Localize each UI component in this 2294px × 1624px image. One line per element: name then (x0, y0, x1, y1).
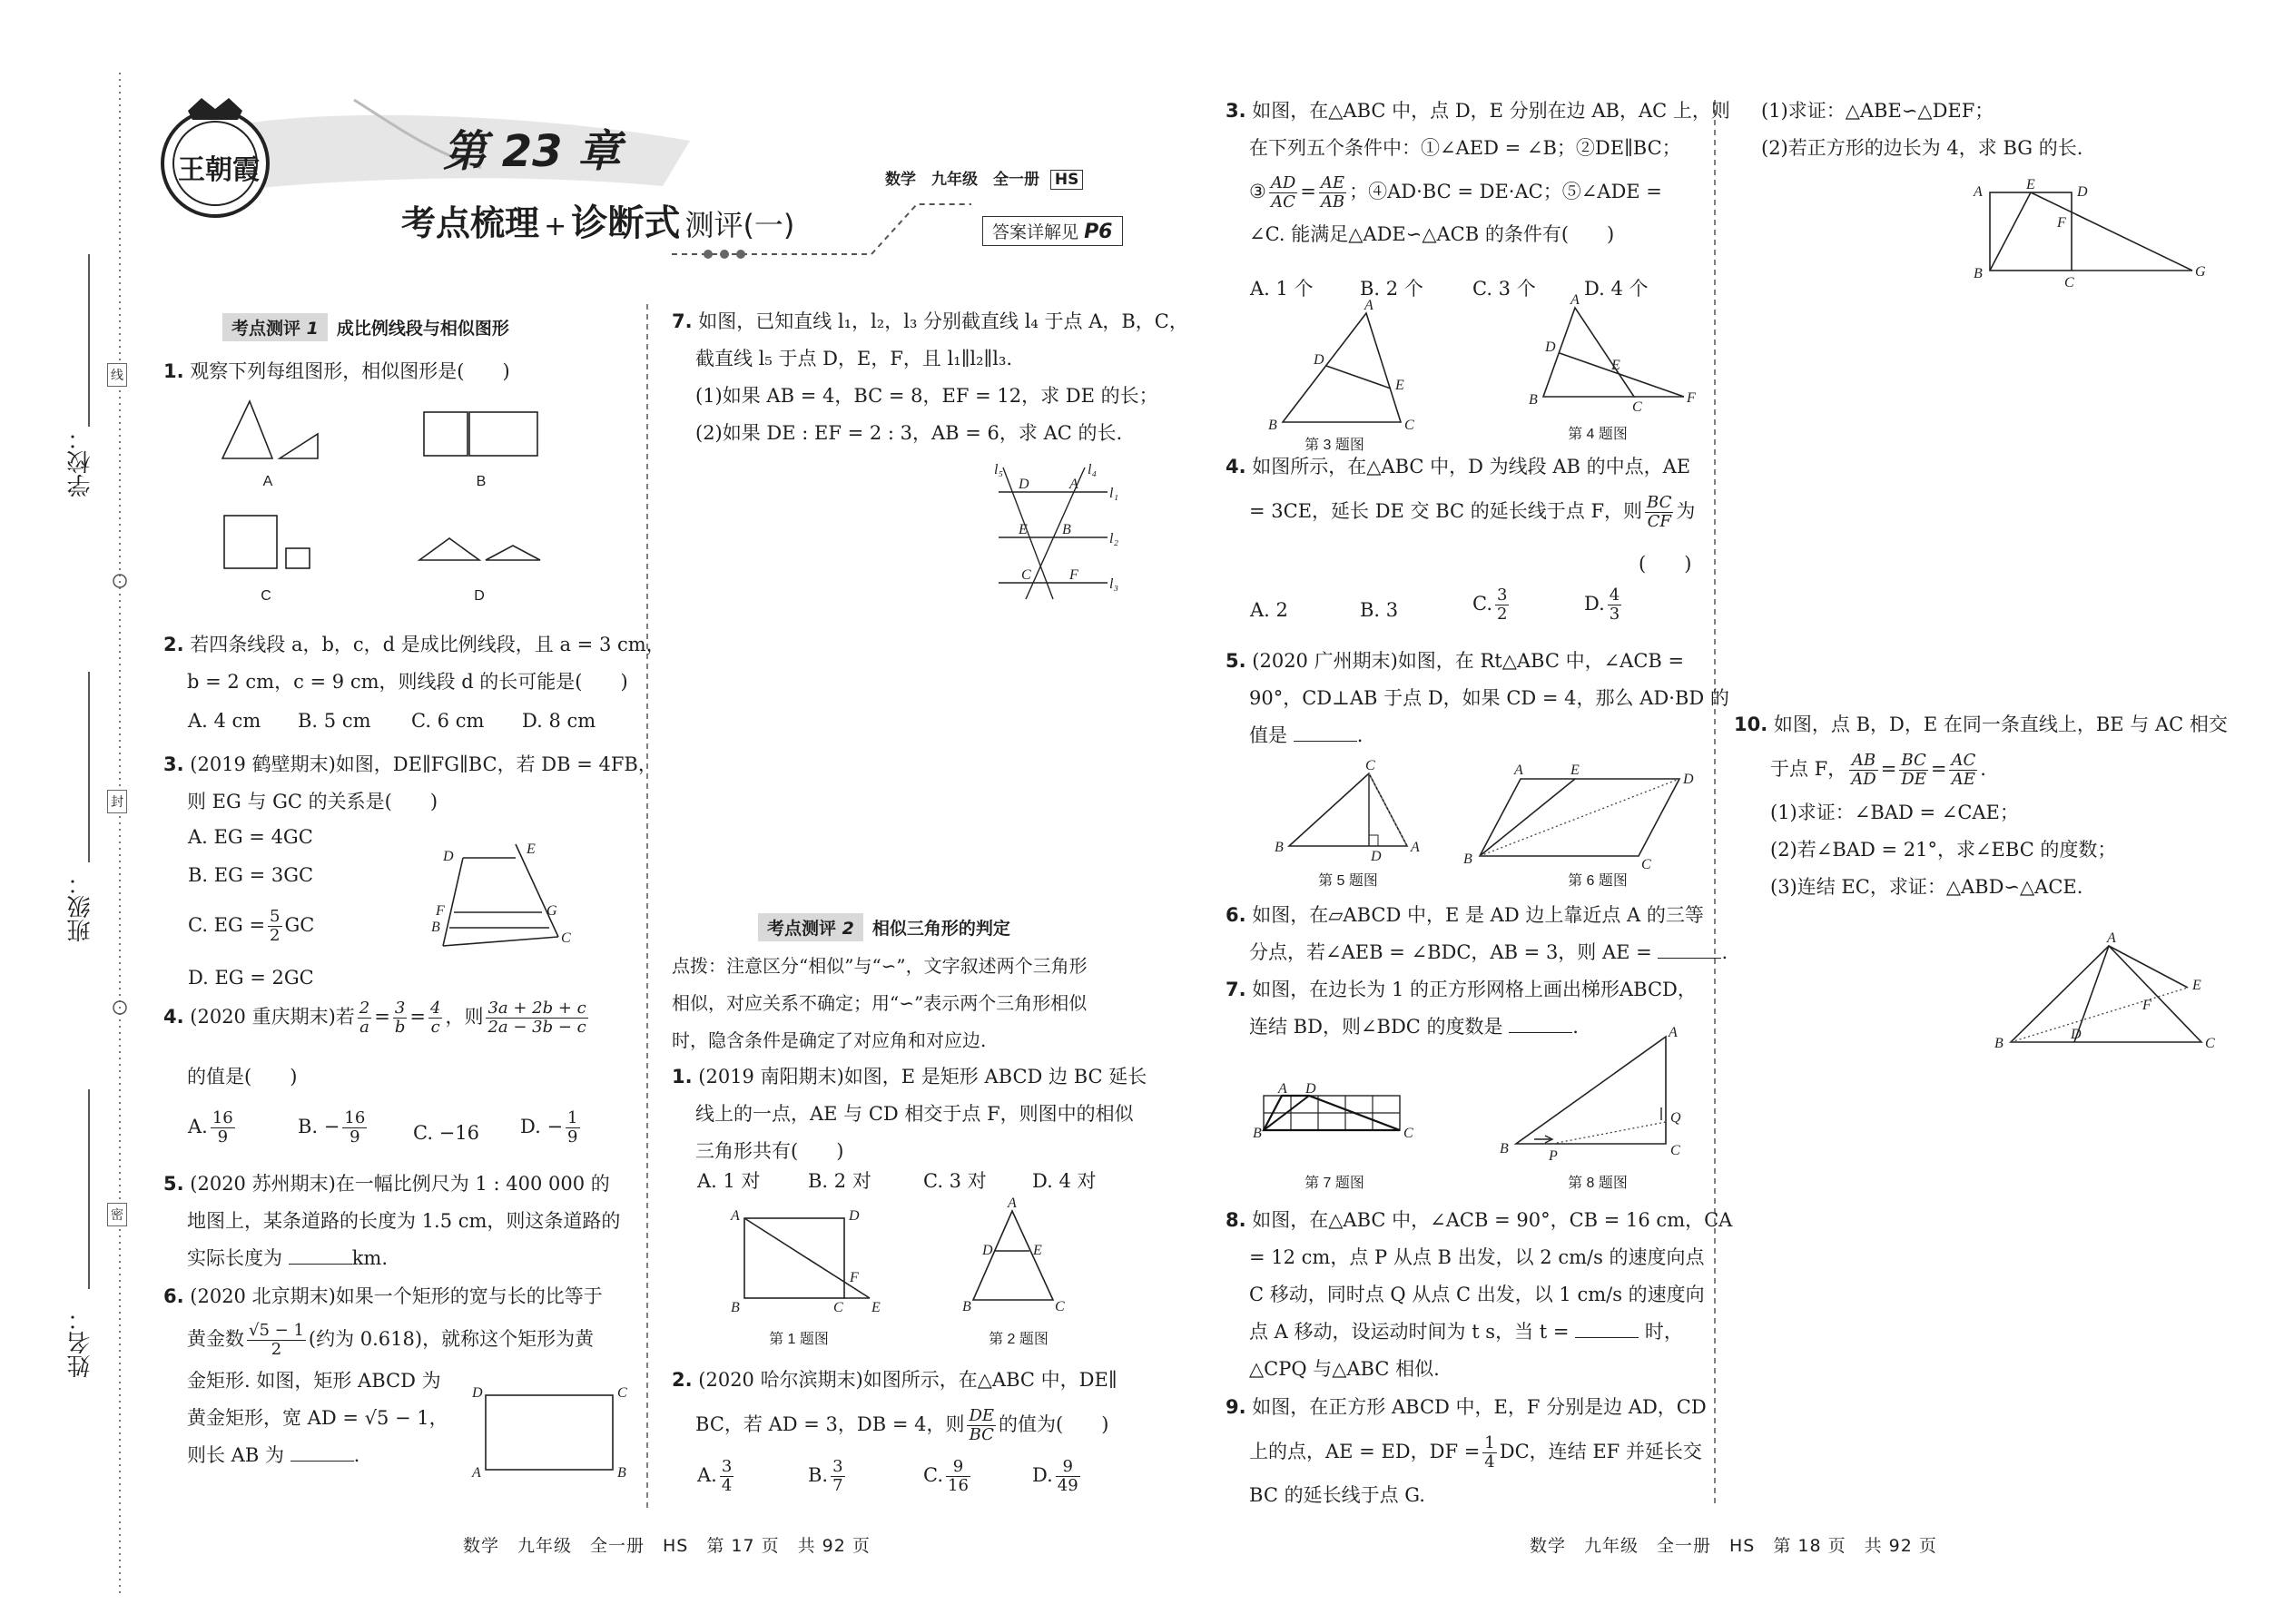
svg-text:B: B (1974, 266, 1983, 281)
svg-text:F: F (2057, 215, 2066, 231)
svg-text:F: F (1687, 390, 1696, 406)
s1-q2-option-b[interactable]: B. 5 cm (298, 710, 371, 732)
svg-text:D: D (1545, 340, 1556, 355)
s2-q6-caption: 第 6 题图 (1568, 873, 1628, 889)
series-tag: HS (1050, 170, 1083, 190)
scissors-icon (111, 572, 129, 590)
s2-q4-option-a[interactable]: A. 2 (1250, 599, 1288, 621)
svg-text:D: D (2071, 1027, 2082, 1042)
s2-q2-figure (962, 1196, 1065, 1318)
s1-question-6: 6. (2020 北京期末)如果一个矩形的宽与长的比等于 黄金数 $\frac{√5 - 1}{2}$ (约为 0.618)，就称这个矩形为黄 金矩形. 如图，矩形 ABCD 为 黄金矩形，宽 AD = √5 − 1， 则长 AB 为 . (163, 1285, 603, 1466)
s1-q3-option-a[interactable]: A. EG = 4GC (188, 826, 313, 848)
svg-text:C: C (2205, 1036, 2215, 1051)
s2-q3-option-b[interactable]: B. 2 个 (1360, 278, 1423, 300)
section-1-header (222, 313, 509, 341)
s2-question-4: 4. 如图所示，在△ABC 中，D 为线段 AB 的中点，AE = 3CE，延长 DE 交 BC 的延长线于点 F，则 $\frac{BC}{CF}$ 为 (1226, 456, 1696, 531)
svg-text:F: F (2142, 998, 2151, 1013)
answer-reference-box (982, 216, 1123, 246)
svg-text:E: E (527, 842, 536, 857)
s1-q4-option-d[interactable]: D. − $\frac{1}{9}$ (520, 1108, 578, 1147)
q1-figure-a (218, 399, 336, 463)
s2-question-8: 8. 如图，在△ABC 中，∠ACB = 90°，CB = 16 cm，CA = 12 cm，点 P 从点 B 出发，以 2 cm/s 的速度向点 C 移动，同时点 Q 从点 C 出发，以 1 cm/s 的速度向 点 A 移动，设运动时间为 t s，当 t = 时， △CPQ 与△ABC 相似. (1226, 1209, 1733, 1380)
s2-q7-figure-grid (1253, 1081, 1434, 1148)
s2-question-5: 5. (2020 广州期末)如图，在 Rt△ABC 中，∠ACB = 90°，CD⊥AB 于点 D，如果 CD = 4，那么 AD·BD 的 值是 . (1226, 650, 1729, 746)
s2-q3-option-d[interactable]: D. 4 个 (1584, 278, 1649, 300)
s2-q1-option-a[interactable]: A. 1 对 (697, 1170, 761, 1192)
s2-q2-option-a[interactable]: A. $\frac{3}{4}$ (697, 1457, 733, 1495)
svg-text:A: A (1411, 840, 1420, 855)
subtitle-plus: + (544, 211, 567, 242)
s1-question-2: 2. 若四条线段 a，b，c，d 是成比例线段，且 a = 3 cm， b = 2 cm，c = 9 cm，则线段 d 的长可能是( ) (163, 634, 665, 693)
s2-q3-option-a[interactable]: A. 1 个 (1250, 278, 1314, 300)
s1-q3-option-c[interactable]: C. EG = $\frac{5}{2}$ GC (188, 907, 315, 945)
svg-text:A: A (1008, 1196, 1017, 1211)
s2-question-1: 1. (2019 南阳期末)如图，E 是矩形 ABCD 边 BC 延长 线上的一点，AE 与 CD 相交于点 F，则图中的相似 三角形共有( ) (672, 1066, 1147, 1162)
svg-text:B: B (1463, 851, 1472, 867)
s2-question-6: 6. 如图，在▱ABCD 中，E 是 AD 边上靠近点 A 的三等 分点，若∠AEB = ∠BDC，AB = 3，则 AE = . (1226, 904, 1728, 963)
page-footer-right: 数学 九年级 全一册 HS 第 18 页 共 92 页 (1530, 1536, 1937, 1556)
svg-text:E: E (1570, 763, 1580, 778)
q1-figure-d (418, 531, 554, 567)
s2-q6-figure (1462, 763, 1698, 872)
s1-q2-option-a[interactable]: A. 4 cm (188, 710, 261, 732)
s1-q2-option-c[interactable]: C. 6 cm (411, 710, 485, 732)
s2-q5-answer-blank[interactable] (1294, 724, 1357, 742)
svg-text:D: D (1683, 772, 1694, 787)
class-underline (87, 672, 93, 871)
s2-q4-option-c[interactable]: C. $\frac{3}{2}$ (1472, 586, 1508, 624)
answer-ref-text: 答案详解见 (992, 222, 1079, 242)
seal-mark-line: 线 (107, 363, 127, 387)
svg-text:A: A (2107, 930, 2116, 946)
section-2-badge: 考点测评 2 (758, 913, 863, 941)
publisher-logo-text: 王朝霞 (178, 154, 260, 186)
s1-question-5: 5. (2020 苏州期末)在一幅比例尺为 1 : 400 000 的 地图上，某条道路的长度为 1.5 cm，则这条道路的 实际长度为 km. (163, 1173, 621, 1269)
svg-text:B: B (962, 1299, 971, 1314)
tip-block: 点拨：注意区分“相似”与“∽”，文字叙述两个三角形 相似，对应关系不确定；用“∽”表示两个三角形相似 时，隐含条件是确定了对应角和对应边. (672, 955, 1088, 1051)
svg-text:F: F (436, 903, 445, 919)
svg-text:A: A (1669, 1025, 1678, 1040)
s2-q10-figure (1993, 930, 2220, 1051)
svg-text:B: B (1253, 1126, 1262, 1141)
svg-text:C: C (1404, 418, 1414, 433)
svg-text:D: D (1314, 352, 1324, 368)
s2-q4-paren[interactable]: ( ) (1639, 553, 1692, 575)
svg-text:l₃: l₃ (1109, 576, 1119, 592)
svg-text:F: F (1069, 567, 1078, 583)
s1-q4-option-a[interactable]: A. $\frac{16}{9}$ (188, 1108, 233, 1147)
s1-question-1: 1. 观察下列每组图形，相似图形是( ) (163, 360, 510, 382)
svg-text:E: E (1395, 378, 1404, 393)
svg-text:l₄: l₄ (1088, 462, 1098, 477)
svg-text:l₂: l₂ (1109, 531, 1119, 546)
svg-text:B: B (1500, 1141, 1509, 1156)
s2-q2-option-c[interactable]: C. $\frac{9}{16}$ (923, 1457, 969, 1495)
s2-q4-caption: 第 4 题图 (1568, 427, 1628, 442)
s2-q4-option-d[interactable]: D. $\frac{4}{3}$ (1584, 586, 1620, 624)
s2-q2-caption: 第 2 题图 (989, 1332, 1049, 1347)
school-label: 学校： (67, 427, 94, 497)
s1-q2-option-d[interactable]: D. 8 cm (522, 710, 596, 732)
svg-text:A: A (1069, 477, 1078, 492)
s2-q1-option-b[interactable]: B. 2 对 (808, 1170, 871, 1192)
answer-ref-page: P6 (1084, 221, 1113, 243)
binding-dotted-line (116, 73, 125, 1616)
s2-q7-caption: 第 7 题图 (1305, 1176, 1364, 1191)
s2-q3-figure (1266, 298, 1421, 433)
s2-q3-caption: 第 3 题图 (1305, 438, 1364, 453)
svg-text:l₅: l₅ (994, 462, 1004, 477)
s2-q3-option-c[interactable]: C. 3 个 (1472, 278, 1536, 300)
svg-text:P: P (1549, 1148, 1558, 1164)
s1-q3-option-b[interactable]: B. EG = 3GC (188, 864, 314, 886)
q7-figure (989, 463, 1126, 599)
s2-question-2: 2. (2020 哈尔滨期末)如图所示，在△ABC 中，DE∥ BC，若 AD = 3，DB = 4，则 $\frac{DE}{BC}$ 的值为( ) (672, 1369, 1117, 1444)
svg-text:A: A (1514, 763, 1523, 778)
s2-q5-figure (1271, 758, 1420, 864)
svg-text:C: C (1403, 1126, 1413, 1141)
series-text: 数学 九年级 全一册 (885, 171, 1039, 189)
s2-q1-caption: 第 1 题图 (769, 1332, 829, 1347)
svg-text:E: E (871, 1300, 881, 1315)
svg-text:D: D (472, 1385, 483, 1401)
q1-figure-b (422, 410, 558, 465)
subtitle-part-a: 考点梳理 (401, 203, 540, 243)
s2-q1-option-d[interactable]: D. 4 对 (1032, 1170, 1097, 1192)
svg-text:B: B (617, 1465, 626, 1481)
svg-text:B: B (731, 1300, 740, 1315)
s2-q4-figure (1525, 292, 1707, 415)
s2-q8-figure (1498, 1026, 1679, 1162)
s2-q9-figure (1970, 177, 2215, 290)
s2-q2-option-d[interactable]: D. $\frac{9}{49}$ (1032, 1457, 1078, 1495)
section-1-title: 成比例线段与相似图形 (336, 319, 509, 339)
name-label: 姓名： (67, 1307, 94, 1378)
svg-text:A: A (1278, 1081, 1287, 1097)
svg-text:E: E (2192, 978, 2201, 993)
s2-question-3: 3. 如图，在△ABC 中，点 D，E 分别在边 AB，AC 上，则 在下列五个条件中：①∠AED = ∠B；②DE∥BC； ③ $\frac{AD}{AC}$ = $\frac{AE}{AB}$ ；④AD·BC = DE·AC；⑤∠ADE = ∠C. 能满足△ADE∽△ACB 的条件有( ) (1226, 100, 1730, 245)
section-1-badge: 考点测评 1 (222, 313, 328, 341)
s2-q8-answer-blank[interactable] (1575, 1321, 1639, 1338)
s2-q2-option-b[interactable]: B. $\frac{3}{7}$ (808, 1457, 843, 1495)
svg-text:G: G (2195, 264, 2206, 280)
svg-text:A: A (1974, 184, 1983, 200)
svg-text:C: C (2064, 275, 2074, 290)
name-underline (87, 1089, 93, 1298)
class-label: 班级： (67, 871, 94, 942)
svg-text:A: A (472, 1465, 481, 1481)
svg-text:B: B (1062, 522, 1071, 537)
svg-text:l₁: l₁ (1109, 486, 1119, 501)
s2-q8-caption: 第 8 题图 (1568, 1176, 1628, 1191)
q1-figure-c (222, 514, 322, 577)
s1-question-4-line2: 的值是( ) (187, 1066, 298, 1088)
s2-q1-figure (726, 1207, 881, 1316)
scissors-icon (111, 999, 129, 1017)
s1-question-7: 7. 如图，已知直线 l₁，l₂，l₃ 分别截直线 l₄ 于点 A，B，C， 截直线 l₅ 于点 D，E，F，且 l₁∥l₂∥l₃. (1)如果 AB = 4，BC = 8，EF = 12，求 DE 的长； (2)如果 DE : EF = 2 : 3，AB = 6，求 AC 的长. (672, 310, 1188, 444)
s1-q3-option-d[interactable]: D. EG = 2GC (188, 967, 314, 989)
svg-text:D: D (443, 849, 454, 864)
svg-text:B: B (431, 920, 440, 935)
svg-text:E: E (2026, 177, 2035, 192)
svg-text:C: C (561, 930, 571, 946)
section-2-title: 相似三角形的判定 (871, 919, 1010, 939)
s1-q4-option-b[interactable]: B. − $\frac{16}{9}$ (298, 1108, 366, 1147)
svg-text:A: A (731, 1208, 740, 1224)
q6-figure-rectangle (472, 1384, 631, 1484)
svg-text:C: C (1670, 1143, 1680, 1158)
q1-label-b: B (476, 474, 487, 489)
q3-figure (427, 835, 572, 962)
seal-mark-seal: 封 (107, 790, 127, 813)
svg-text:C: C (617, 1385, 627, 1401)
svg-text:F: F (850, 1270, 859, 1285)
svg-text:C: C (1365, 758, 1375, 773)
svg-text:D: D (849, 1208, 860, 1224)
s2-q4-option-b[interactable]: B. 3 (1360, 599, 1399, 621)
svg-text:C: C (1641, 857, 1651, 872)
s1-q6-answer-blank[interactable] (290, 1444, 354, 1462)
q1-label-d: D (474, 588, 485, 604)
q1-label-a: A (262, 474, 273, 489)
s1-question-4: 4. (2020 重庆期末)若 $\frac{2}{a}$ = $\frac{3}{b}$ = $\frac{4}{c}$ ，则 $\frac{3a + 2b + c}{2a - 3b - c}$ (163, 999, 586, 1037)
svg-text:D: D (1305, 1081, 1316, 1097)
s2-q6-answer-blank[interactable] (1658, 941, 1721, 959)
section-2-header (758, 913, 1010, 941)
svg-text:B: B (1529, 392, 1538, 408)
svg-text:E: E (1019, 522, 1028, 537)
svg-text:C: C (1055, 1299, 1065, 1314)
series-info (885, 166, 1083, 189)
school-underline (87, 254, 93, 436)
s1-q5-answer-blank[interactable] (289, 1247, 352, 1265)
subtitle-part-b: 诊断式 (571, 202, 681, 244)
svg-text:A: A (1364, 298, 1373, 313)
svg-text:Q: Q (1670, 1110, 1681, 1126)
svg-text:G: G (546, 903, 557, 919)
s1-question-3: 3. (2019 鹤壁期末)如图，DE∥FG∥BC，若 DB = 4FB， 则 EG 与 GC 的关系是( ) (163, 753, 657, 812)
svg-text:D: D (982, 1243, 993, 1258)
svg-text:B: B (1994, 1036, 2004, 1051)
svg-text:C: C (1632, 399, 1642, 415)
svg-text:D: D (1019, 477, 1029, 492)
svg-text:B: B (1268, 418, 1277, 433)
s2-question-7: 7. 如图，在边长为 1 的正方形网格上画出梯形ABCD， 连结 BD，则∠BDC 的度数是 . (1226, 979, 1697, 1038)
s2-question-10: 10. 如图，点 B，D，E 在同一条直线上，BE 与 AC 相交 于点 F， $\frac{AB}{AD}$ = $\frac{BC}{DE}$ = $\frac{AC}{AE}$ . (1)求证：∠BAD = ∠CAE； (2)若∠BAD = 21°，求∠EBC 的度数； (3)连结 EC，求证：△ABD∽△ACE. (1734, 714, 2228, 898)
column-divider (645, 304, 651, 1521)
svg-text:A: A (1570, 292, 1580, 308)
svg-text:E: E (1611, 358, 1620, 373)
s2-question-9: 9. 如图，在正方形 ABCD 中，E，F 分别是边 AD，CD 上的点，AE = ED，DF = $\frac{1}{4}$ DC，连结 EF 并延长交 BC 的延长线于点 G. (1226, 1396, 1707, 1506)
svg-text:B: B (1275, 840, 1284, 855)
s2-q1-option-c[interactable]: C. 3 对 (923, 1170, 987, 1192)
svg-text:D: D (1371, 849, 1382, 864)
svg-text:C: C (1021, 567, 1031, 583)
s2-q5-caption: 第 5 题图 (1318, 873, 1378, 889)
q1-label-c: C (261, 588, 271, 604)
svg-text:D: D (2077, 184, 2088, 200)
s2-question-9-parts: (1)求证：△ABE∽△DEF； (2)若正方形的边长为 4，求 BG 的长. (1761, 100, 2083, 159)
s1-q4-option-c[interactable]: C. −16 (413, 1122, 479, 1144)
svg-text:E: E (1033, 1243, 1042, 1258)
subtitle-part-c: 测评(一) (684, 208, 795, 242)
svg-text:C: C (833, 1300, 843, 1315)
page-footer-left: 数学 九年级 全一册 HS 第 17 页 共 92 页 (463, 1536, 871, 1556)
seal-mark-dense: 密 (107, 1203, 127, 1226)
chapter-title: 第 23 章 (443, 126, 622, 177)
